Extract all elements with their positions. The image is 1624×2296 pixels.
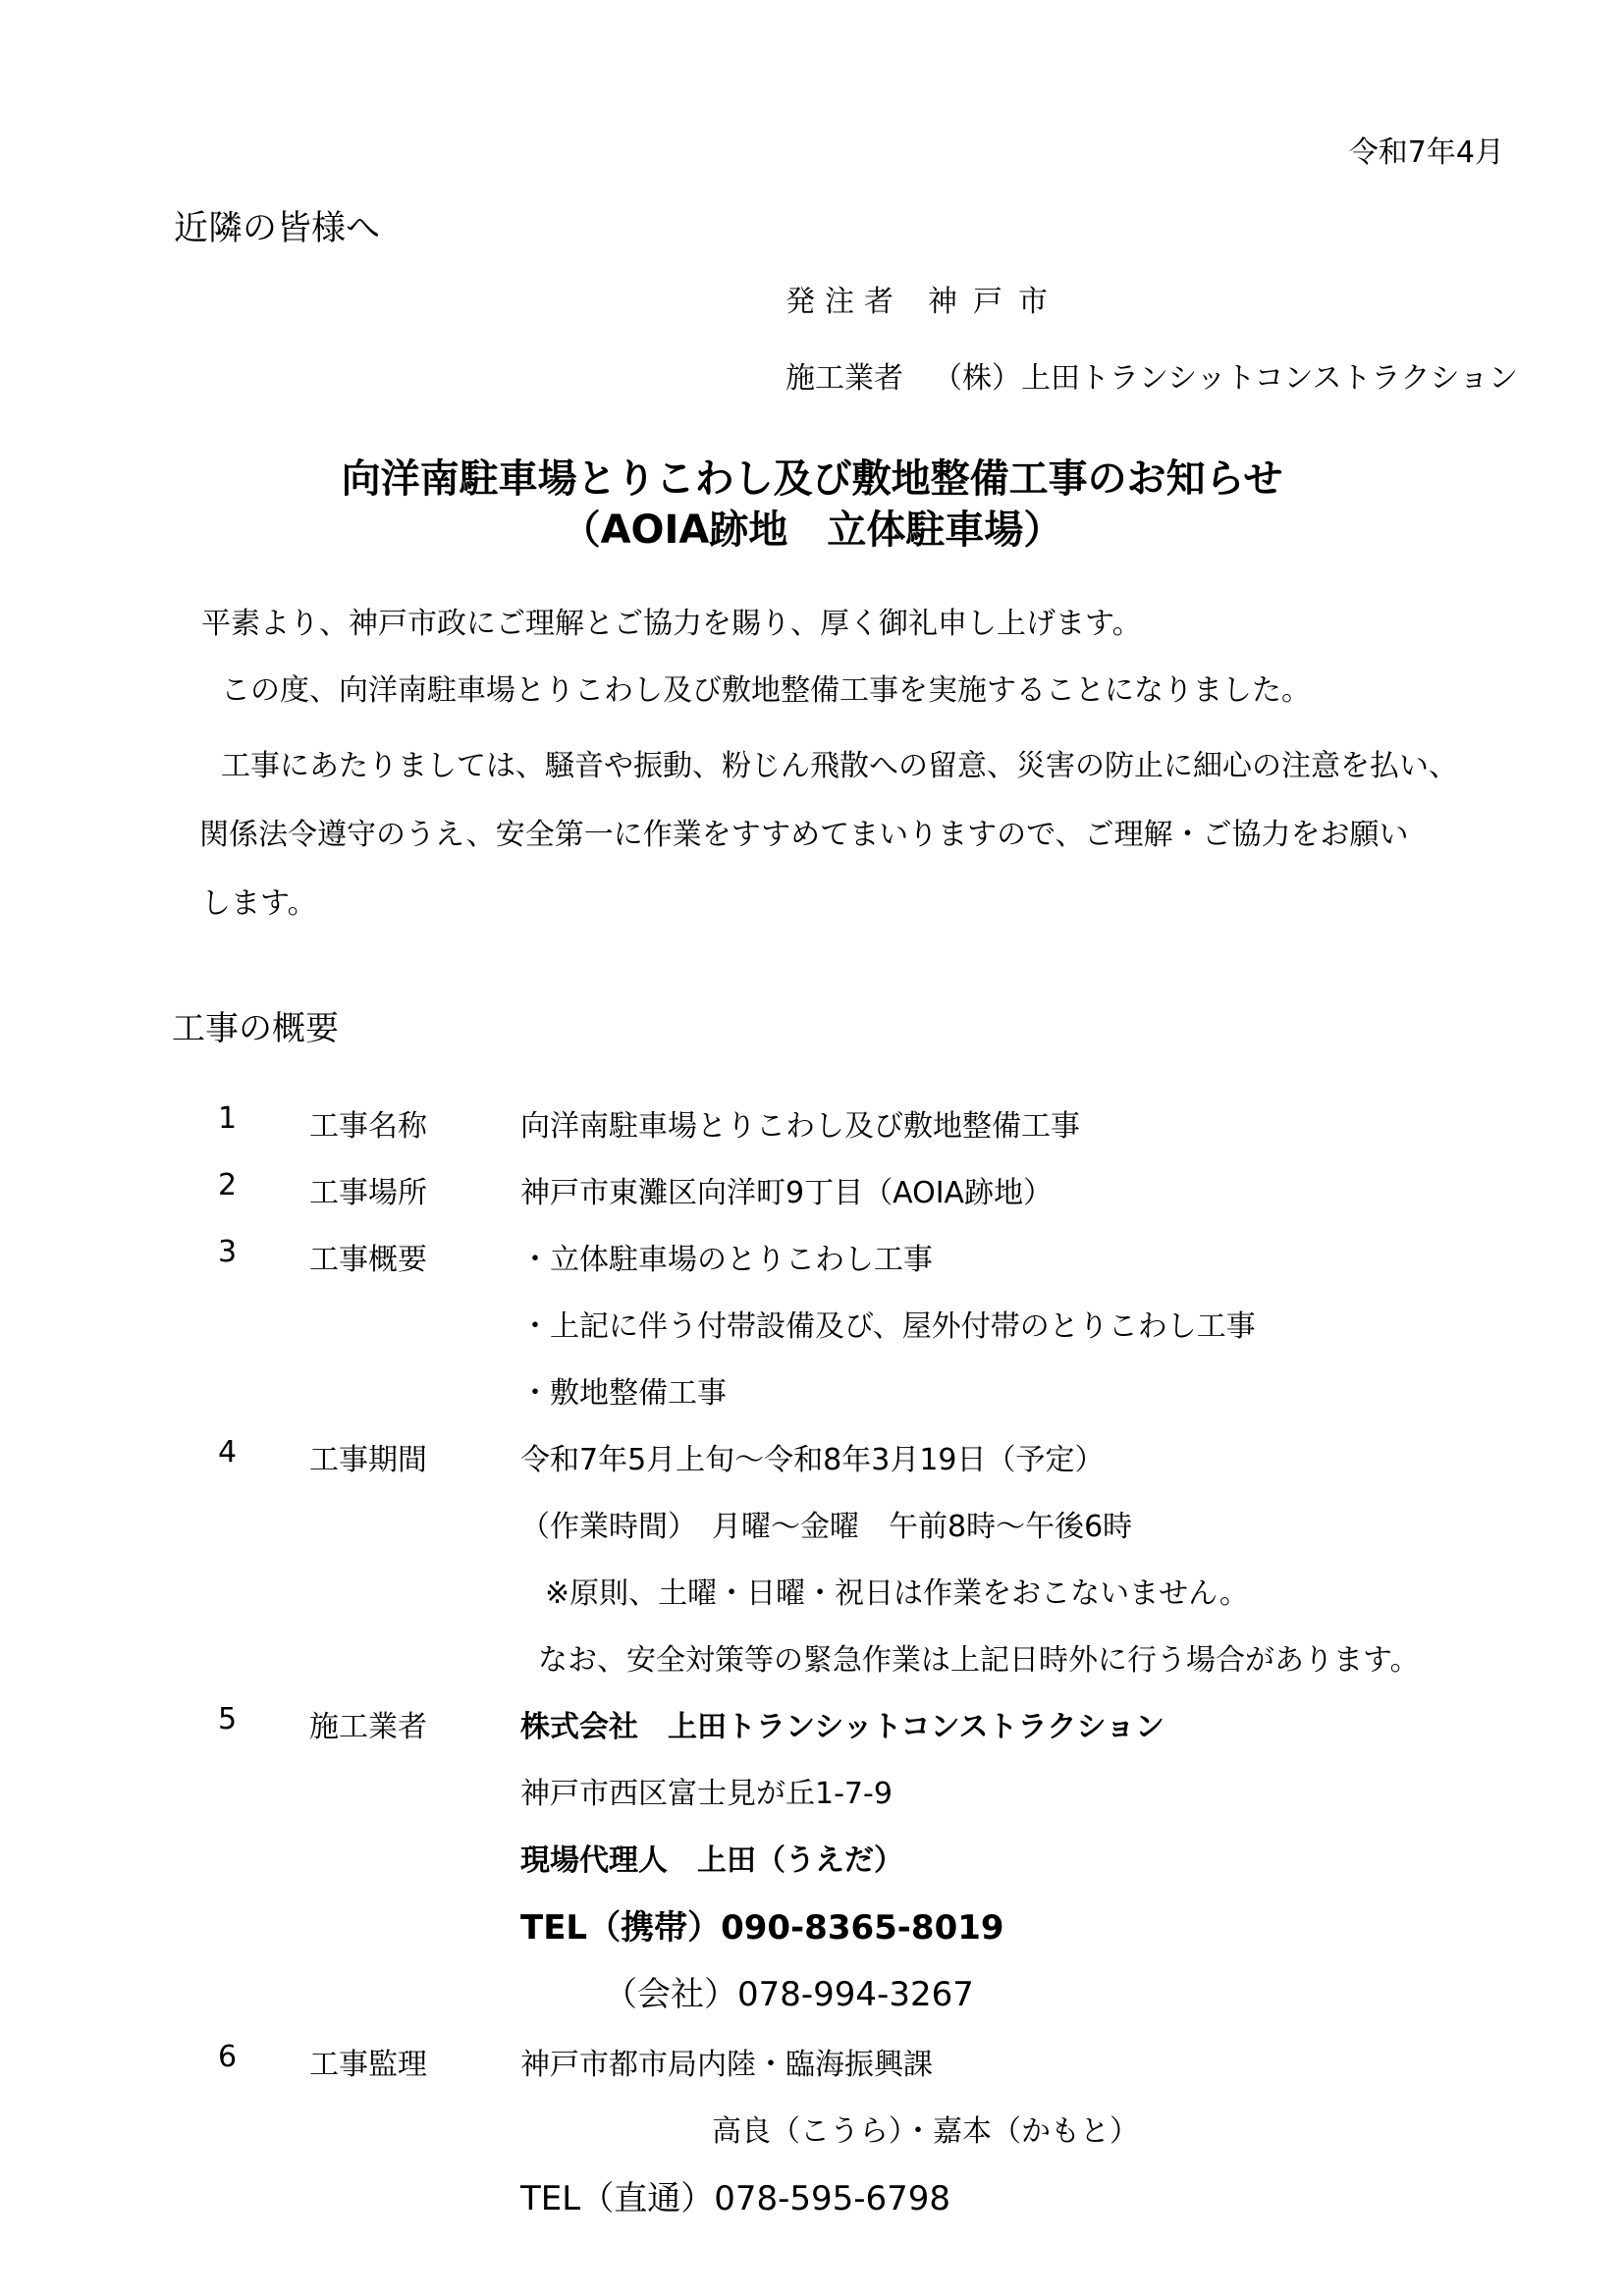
item-number: 4 — [218, 1435, 238, 1469]
title-line-1: 向洋南駐車場とりこわし及び敷地整備工事のお知らせ — [341, 456, 1283, 502]
body-paragraph-3-line-3: します。 — [201, 886, 317, 921]
item-value: ・上記に伴う付帯設備及び、屋外付帯のとりこわし工事 — [520, 1309, 1256, 1344]
body-paragraph-3-line-1: 工事にあたりましては、騒音や振動、粉じん飛散への留意、災害の防止に細心の注意を払い、 — [221, 749, 1458, 783]
item-value: （作業時間） 月曜～金曜 午前8時～午後6時 — [520, 1510, 1133, 1544]
item-label: 工事監理 — [309, 2048, 427, 2082]
direct-phone: TEL（直通）078-595-6798 — [520, 2179, 951, 2218]
supervisor-department: 神戸市都市局内陸・臨海振興課 — [520, 2048, 933, 2082]
item-value: ※原則、土曜・日曜・祝日は作業をおこないません。 — [545, 1576, 1249, 1611]
body-paragraph-1: 平素より、神戸市政にご理解とご協力を賜り、厚く御礼申し上げます。 — [201, 607, 1142, 641]
contractor-company: 株式会社 上田トランシットコンストラクション — [520, 1710, 1164, 1744]
ordering-party-label: 発注者 — [785, 285, 903, 319]
item-label: 工事場所 — [309, 1176, 427, 1210]
item-number: 3 — [218, 1235, 238, 1269]
contractor-party-label: 施工業者 — [785, 361, 903, 396]
item-value: なお、安全対策等の緊急作業は上記日時外に行う場合があります。 — [538, 1643, 1420, 1678]
body-paragraph-3-line-2: 関係法令遵守のうえ、安全第一に作業をすすめてまいりますので、ご理解・ご協力をお願い — [199, 818, 1409, 852]
mobile-phone: TEL（携帯）090-8365-8019 — [520, 1908, 1004, 1948]
item-label: 工事期間 — [309, 1443, 427, 1477]
contractor-party — [785, 353, 1518, 397]
overview-heading: 工事の概要 — [172, 1009, 339, 1048]
addressee: 近隣の皆様へ — [174, 209, 381, 248]
contractor-address: 神戸市西区富士見が丘1-7-9 — [520, 1777, 893, 1811]
notice-title — [0, 454, 1624, 556]
item-value: ・敷地整備工事 — [520, 1376, 727, 1411]
contractor-party-value: （株）上田トランシットコンストラクション — [933, 361, 1518, 396]
item-value: 神戸市東灘区向洋町9丁目（AOIA跡地） — [520, 1176, 1054, 1210]
item-number: 5 — [218, 1702, 238, 1736]
item-number: 2 — [218, 1168, 238, 1202]
ordering-party — [785, 277, 1063, 320]
supervisor-names: 高良（こうら）・嘉本（かもと） — [712, 2114, 1139, 2149]
item-label: 工事名称 — [309, 1109, 427, 1144]
item-value: 向洋南駐車場とりこわし及び敷地整備工事 — [520, 1109, 1080, 1144]
item-number: 1 — [218, 1101, 238, 1136]
item-number: 6 — [218, 2040, 238, 2074]
notice-date: 令和7年4月 — [1348, 135, 1504, 170]
item-value: ・立体駐車場のとりこわし工事 — [520, 1243, 933, 1277]
company-phone: （会社）078-994-3267 — [604, 1975, 974, 2014]
site-representative: 現場代理人 上田（うえだ） — [520, 1843, 903, 1878]
item-label: 工事概要 — [309, 1243, 427, 1277]
item-value: 令和7年5月上旬～令和8年3月19日（予定） — [520, 1443, 1105, 1477]
ordering-party-value: 神戸市 — [928, 285, 1063, 319]
item-label: 施工業者 — [309, 1710, 427, 1744]
title-line-2: （AOIA跡地 立体駐車場） — [561, 507, 1063, 553]
body-paragraph-2: この度、向洋南駐車場とりこわし及び敷地整備工事を実施することになりました。 — [221, 673, 1311, 708]
